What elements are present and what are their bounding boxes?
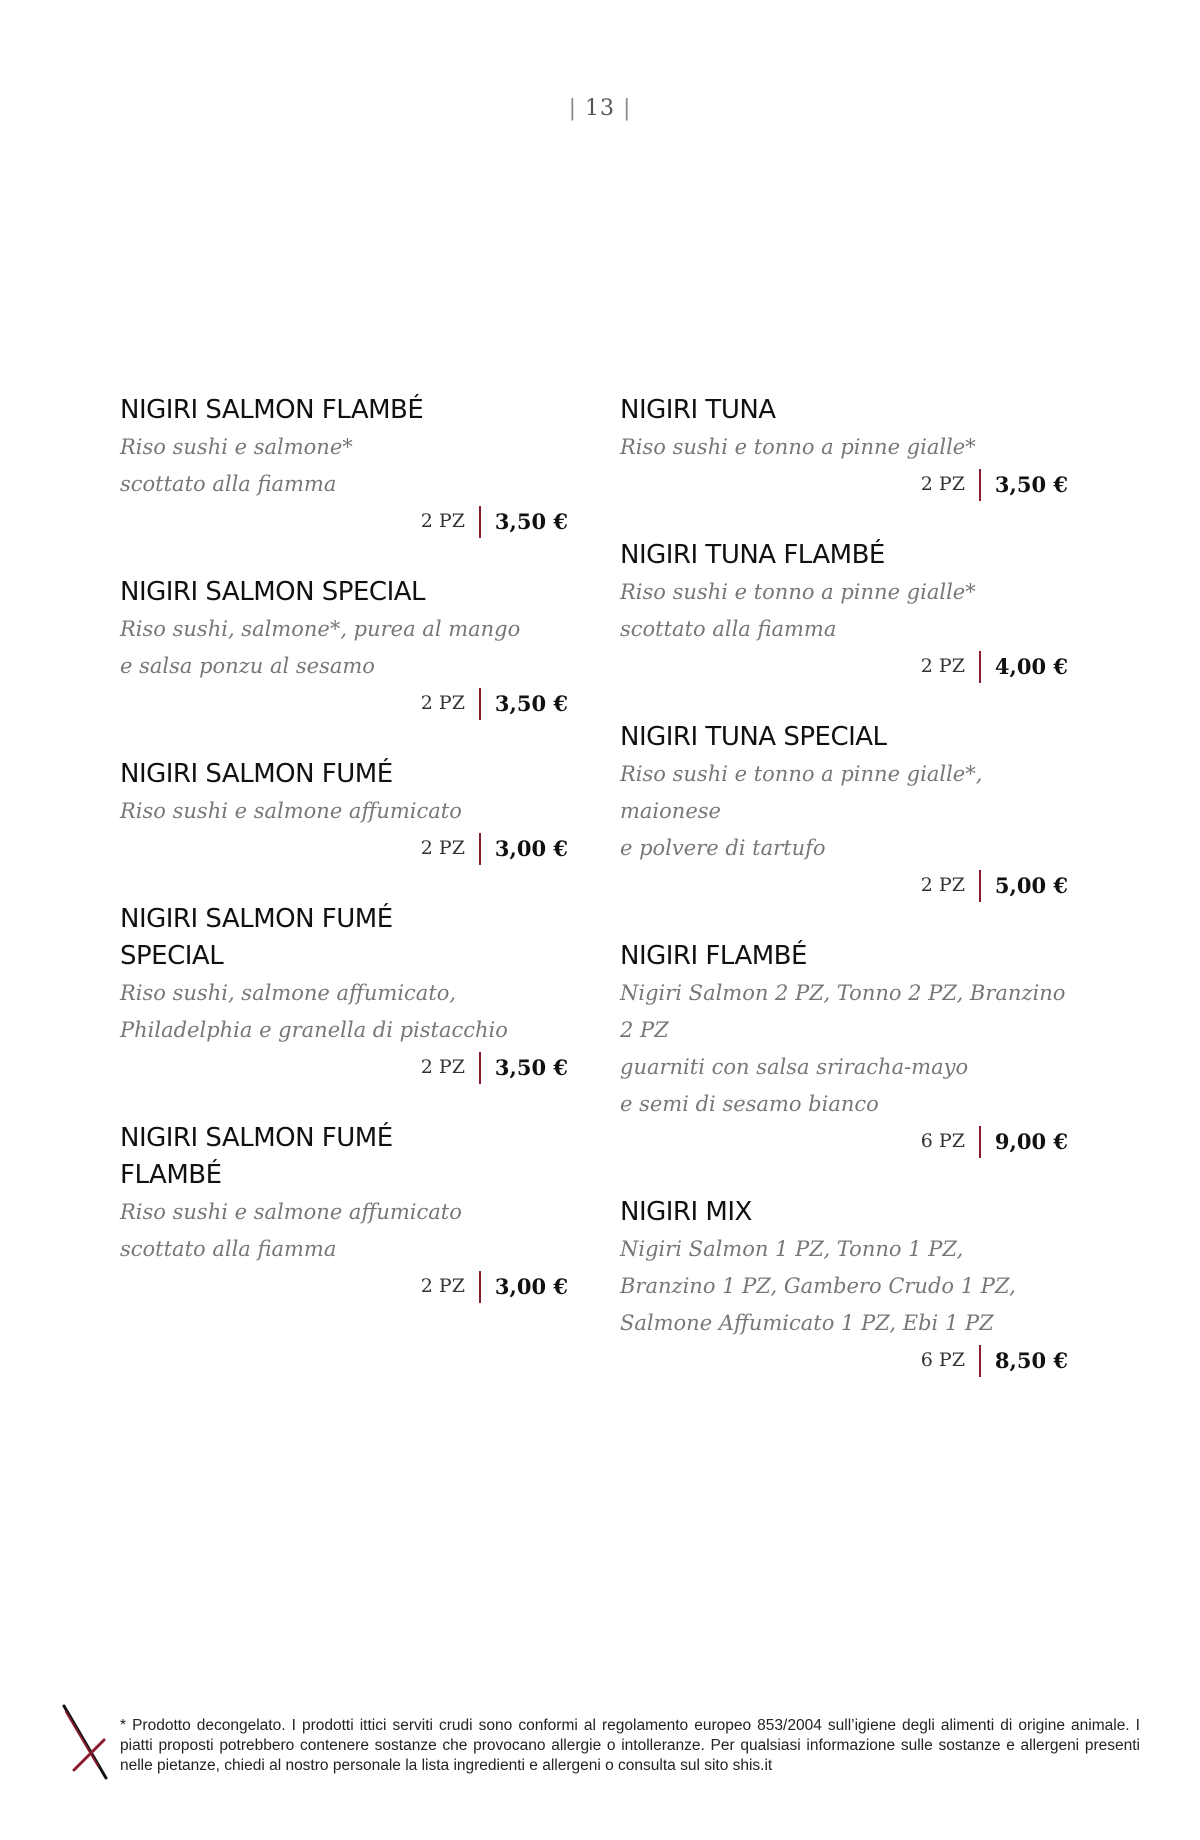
price-row bbox=[120, 685, 568, 722]
page-number bbox=[0, 96, 1200, 121]
price-divider bbox=[979, 1126, 981, 1158]
menu-item-description: Riso sushi e salmone affumicato bbox=[120, 1200, 462, 1224]
price-divider bbox=[979, 469, 981, 501]
menu-item-price: 4,00 € bbox=[994, 654, 1068, 679]
price-row bbox=[620, 466, 1068, 503]
menu-item bbox=[620, 938, 1068, 1160]
menu-item-description: Riso sushi, salmone*, purea al mango bbox=[120, 617, 521, 641]
menu-item-description: Philadelphia e granella di pistacchio bbox=[120, 1018, 508, 1042]
menu-item-title: NIGIRI SALMON FUMÉ bbox=[120, 904, 393, 934]
menu-item-quantity: 2 PZ bbox=[420, 1056, 465, 1078]
menu-item-quantity: 2 PZ bbox=[420, 1275, 465, 1297]
menu-item-title: NIGIRI SALMON FUMÉ bbox=[120, 1123, 393, 1153]
menu-item-description: scottato alla fiamma bbox=[120, 472, 337, 496]
page-number-value: 13 bbox=[585, 96, 615, 121]
price-row bbox=[620, 648, 1068, 685]
menu-item-description: e semi di sesamo bianco bbox=[620, 1092, 879, 1116]
menu-item-price: 3,50 € bbox=[494, 691, 568, 716]
menu-item bbox=[120, 574, 568, 722]
menu-item bbox=[620, 1194, 1068, 1379]
footer bbox=[60, 1700, 1140, 1800]
allergen-footnote: * Prodotto decongelato. I prodotti ittici serviti crudi sono conformi al regolamento europeo 853/2004 sull’igiene degli alimenti di origine animale. I piatti proposti potrebbero contenere sostanze che provocano allergie o intolleranze. Per qualsiasi informazione sulle sostanze e allergeni presenti nelle pietanze, chiedi al nostro personale la lista ingredienti e allergeni o consulta sul sito shis.it bbox=[120, 1717, 1140, 1774]
menu-item-price: 5,00 € bbox=[994, 873, 1068, 898]
price-divider bbox=[979, 870, 981, 902]
menu-item-price: 9,00 € bbox=[994, 1129, 1068, 1154]
menu-item-description: e polvere di tartufo bbox=[620, 836, 826, 860]
page-number-divider-left: | bbox=[568, 96, 577, 121]
menu-item bbox=[120, 901, 568, 1086]
menu-item-title: NIGIRI SALMON FLAMBÉ bbox=[120, 395, 424, 425]
menu-item-title: NIGIRI SALMON SPECIAL bbox=[120, 577, 426, 607]
price-divider bbox=[979, 1345, 981, 1377]
menu-item-description: Riso sushi, salmone affumicato, bbox=[120, 981, 457, 1005]
menu-item-quantity: 2 PZ bbox=[420, 837, 465, 859]
menu-item-title: SPECIAL bbox=[120, 941, 224, 971]
price-row bbox=[620, 1123, 1068, 1160]
page-number-divider-right: | bbox=[623, 96, 632, 121]
menu-column-left bbox=[120, 392, 568, 1339]
price-row bbox=[620, 1342, 1068, 1379]
menu-item-quantity: 6 PZ bbox=[920, 1130, 965, 1152]
menu-item-description: Nigiri Salmon 1 PZ, Tonno 1 PZ, bbox=[620, 1237, 964, 1261]
menu-item-quantity: 2 PZ bbox=[920, 874, 965, 896]
menu-item-description: Riso sushi e tonno a pinne gialle*, maionese bbox=[620, 762, 983, 823]
menu-item-price: 3,50 € bbox=[494, 1055, 568, 1080]
menu-item-description: guarniti con salsa sriracha-mayo bbox=[620, 1055, 969, 1079]
menu-item-quantity: 2 PZ bbox=[920, 655, 965, 677]
price-divider bbox=[479, 1271, 481, 1303]
menu-item-price: 3,00 € bbox=[494, 836, 568, 861]
menu-item-description: scottato alla fiamma bbox=[120, 1237, 337, 1261]
menu-item-description: Salmone Affumicato 1 PZ, Ebi 1 PZ bbox=[620, 1311, 994, 1335]
price-row bbox=[620, 867, 1068, 904]
menu-item-title: NIGIRI FLAMBÉ bbox=[620, 941, 807, 971]
price-divider bbox=[479, 688, 481, 720]
price-divider bbox=[479, 1052, 481, 1084]
menu-item-title: FLAMBÉ bbox=[120, 1160, 222, 1190]
menu-item-quantity: 2 PZ bbox=[420, 692, 465, 714]
menu-item-quantity: 2 PZ bbox=[420, 510, 465, 532]
menu-item-description: Riso sushi e tonno a pinne gialle* bbox=[620, 580, 976, 604]
menu-item-description: Branzino 1 PZ, Gambero Crudo 1 PZ, bbox=[620, 1274, 1016, 1298]
chopsticks-icon bbox=[60, 1700, 116, 1784]
menu-item-description: Nigiri Salmon 2 PZ, Tonno 2 PZ, Branzino 2 PZ bbox=[620, 981, 1066, 1042]
menu-item-description: Riso sushi e salmone affumicato bbox=[120, 799, 462, 823]
price-divider bbox=[479, 833, 481, 865]
menu-item-title: NIGIRI TUNA FLAMBÉ bbox=[620, 540, 885, 570]
price-row bbox=[120, 503, 568, 540]
menu-item-description: e salsa ponzu al sesamo bbox=[120, 654, 375, 678]
price-divider bbox=[479, 506, 481, 538]
menu-item-price: 8,50 € bbox=[994, 1348, 1068, 1373]
menu-item-description: Riso sushi e tonno a pinne gialle* bbox=[620, 435, 976, 459]
menu-item-quantity: 6 PZ bbox=[920, 1349, 965, 1371]
menu-item bbox=[120, 756, 568, 867]
price-row bbox=[120, 1049, 568, 1086]
price-row bbox=[120, 1268, 568, 1305]
menu-item-description: scottato alla fiamma bbox=[620, 617, 837, 641]
menu-item bbox=[620, 392, 1068, 503]
menu-item-description: Riso sushi e salmone* bbox=[120, 435, 353, 459]
menu-item-title: NIGIRI TUNA SPECIAL bbox=[620, 722, 887, 752]
menu-item bbox=[620, 537, 1068, 685]
menu-item-title: NIGIRI TUNA bbox=[620, 395, 776, 425]
menu-item bbox=[620, 719, 1068, 904]
menu-item-quantity: 2 PZ bbox=[920, 473, 965, 495]
price-divider bbox=[979, 651, 981, 683]
menu-item-title: NIGIRI SALMON FUMÉ bbox=[120, 759, 393, 789]
menu-item-title: NIGIRI MIX bbox=[620, 1197, 752, 1227]
menu-item-price: 3,50 € bbox=[494, 509, 568, 534]
menu-item bbox=[120, 392, 568, 540]
menu-item-price: 3,50 € bbox=[994, 472, 1068, 497]
menu-item-price: 3,00 € bbox=[494, 1274, 568, 1299]
price-row bbox=[120, 830, 568, 867]
menu-column-right bbox=[620, 392, 1068, 1413]
menu-item bbox=[120, 1120, 568, 1305]
